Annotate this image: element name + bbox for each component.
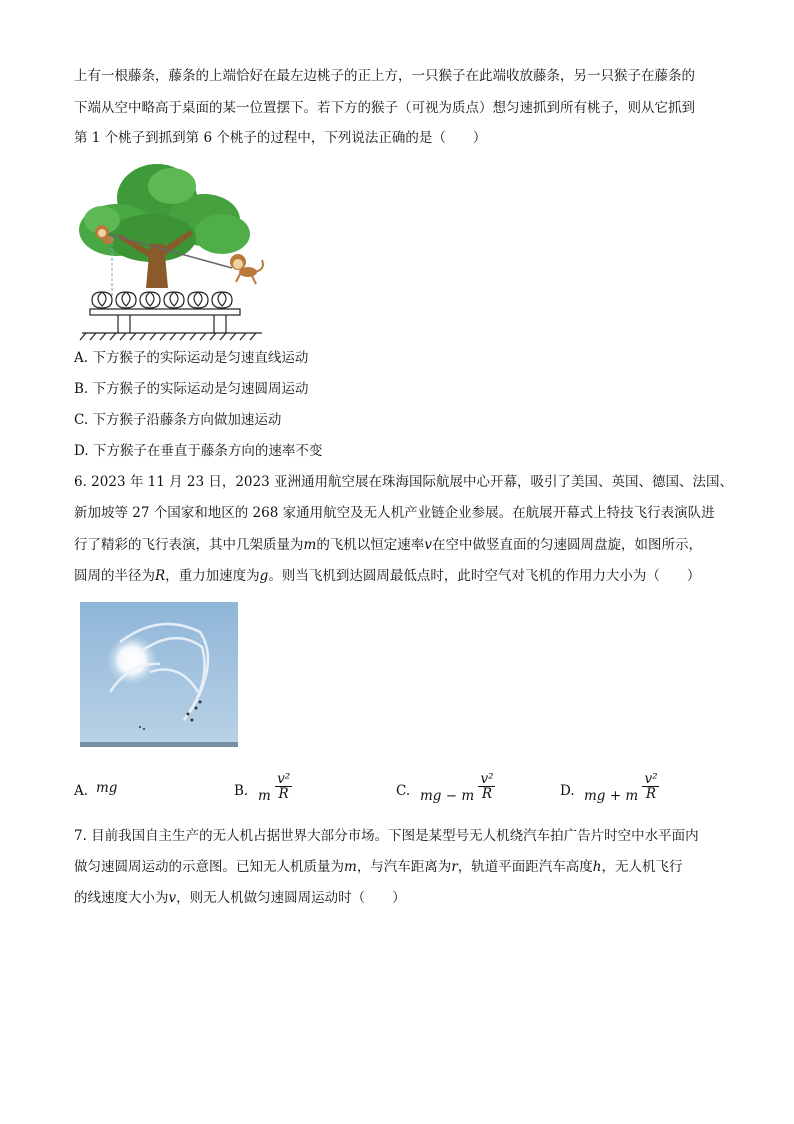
q6-option-c-fraction [478,772,495,801]
symbol-m: m [303,537,317,553]
ground-icon [80,333,262,340]
q6-line3-part-c: 在空中做竖直面的匀速圆周盘旋，如图所示， [431,537,702,553]
symbol-v: v [168,890,177,906]
q7-line2-part-a: 做匀速圆周运动的示意图。已知无人机质量为 [74,859,344,875]
q6-option-d-expr [584,771,659,804]
q7-text-line-2 [74,857,682,877]
symbol-r-radius: R [155,568,166,584]
q6-option-b-coef: m [258,788,271,804]
sky-airshow-photo [80,602,238,747]
q7-line2-part-b: ，与汽车距离为 [356,859,452,875]
q6-text-line-3 [74,535,702,555]
q6-option-c-label: C. [396,783,411,799]
q7-line2-part-c: ，轨道平面距汽车高度 [457,859,593,875]
q6-option-b-label: B. [234,783,249,799]
q6-option-b-fraction [275,772,292,801]
q7-line2-part-d: ，无人机飞行 [601,859,683,875]
q6-text-line-1: 6. 2023 年 11 月 23 日，2023 亚洲通用航空展在珠海国际航展中心开幕，吸引了美国、英国、德国、法国、 [74,474,733,490]
symbol-r: r [451,859,458,875]
q6-option-b-expr [258,771,292,804]
fraction-numerator: v² [644,771,658,787]
fraction-numerator: v² [277,771,291,787]
q6-line4-part-b: ，重力加速度为 [165,568,260,584]
q6-option-c-coef: mg − m [420,788,475,804]
lower-monkey-icon [230,254,263,284]
q6-line4-part-a: 圆周的半径为 [74,568,155,584]
q6-text-line-4 [74,566,700,586]
symbol-g: g [259,568,269,584]
q6-option-d-coef: mg + m [584,788,639,804]
q6-option-d-fraction [642,772,659,801]
q5-option-b: B. 下方猴子的实际运动是匀速圆周运动 [74,381,309,397]
symbol-h: h [592,859,602,875]
q6-line3-part-a: 行了精彩的飞行表演，其中几架质量为 [74,537,304,553]
fraction-denominator: R [278,786,289,802]
q6-option-a-expr: mg [96,780,118,796]
table-icon [90,309,240,333]
q5-text-line-3: 第 1 个桃子到抓到第 6 个桃子的过程中，下列说法正确的是（ ） [74,130,487,146]
q7-line3-part-b: ，则无人机做匀速圆周运动时（ ） [176,890,406,906]
q7-text-line-3 [74,888,406,908]
q5-option-a: A. 下方猴子的实际运动是匀速直线运动 [74,350,309,366]
q6-option-a-label: A. [74,783,89,799]
sun-icon [106,634,158,686]
q6-option-c-expr [420,771,495,804]
q5-option-d: D. 下方猴子在垂直于藤条方向的速率不变 [74,443,323,459]
q7-text-line-1: 7. 目前我国自主生产的无人机占据世界大部分市场。下图是某型号无人机绕汽车拍广告片时空中水平面内 [74,828,699,844]
q6-text-line-2: 新加坡等 27 个国家和地区的 268 家通用航空及无人机产业链企业参展。在航展开幕式上特技飞行表演队进 [74,505,715,521]
q7-line3-part-a: 的线速度大小为 [74,890,169,906]
q5-text-line-2: 下端从空中略高于桌面的某一位置摆下。若下方的猴子（可视为质点）想匀速抓到所有桃子，则从它抓到 [74,100,695,116]
q6-line3-part-b: 的飞机以恒定速率 [316,537,425,553]
peaches-icon [92,292,232,308]
q5-option-c: C. 下方猴子沿藤条方向做加速运动 [74,412,282,428]
fraction-numerator: v² [480,771,494,787]
q6-options-row [74,770,734,810]
symbol-m: m [344,859,357,875]
q6-option-d-label: D. [560,783,575,799]
fraction-denominator: R [481,786,493,802]
q6-line4-part-c: 。则当飞机到达圆周最低点时，此时空气对飞机的作用力大小为（ ） [268,568,701,584]
symbol-v: v [424,537,432,553]
tree-monkey-peaches-illustration [72,158,272,344]
fraction-denominator: R [645,786,657,802]
q5-text-line-1: 上有一根藤条，藤条的上端恰好在最左边桃子的正上方，一只猴子在此端收放藤条，另一只猴子在藤条的 [74,68,695,84]
